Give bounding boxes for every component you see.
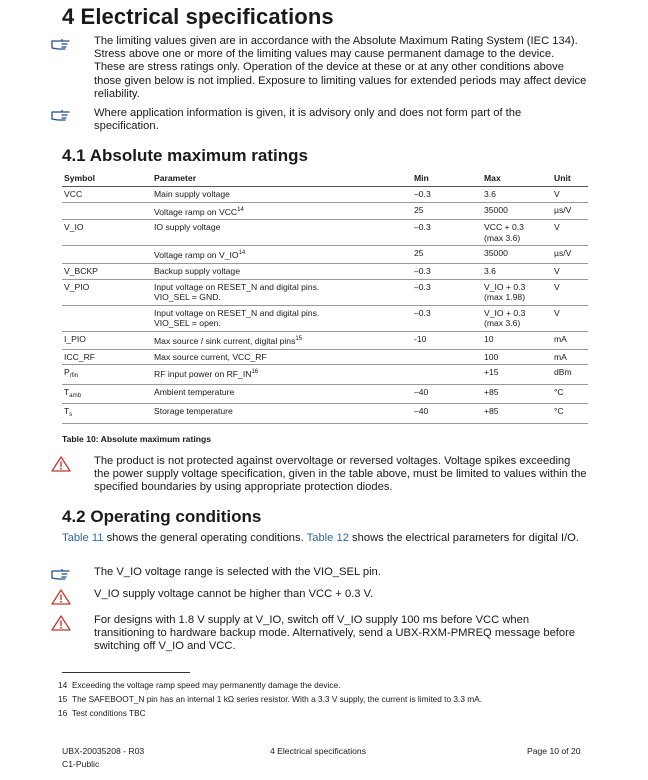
cell-min (412, 279, 482, 305)
cell-unit (552, 305, 588, 331)
min-value: –0.3 (414, 281, 431, 292)
cell-max (482, 187, 552, 203)
col-header-max: Max (482, 171, 552, 187)
table-row (62, 305, 588, 331)
cell-unit (552, 384, 588, 404)
cell-symbol (62, 263, 152, 279)
cell-symbol (62, 305, 152, 331)
min-value: -10 (414, 333, 427, 344)
note-application-info: Where application information is given, it is advisory only and does not form part of the specification. (94, 107, 522, 133)
max-value: V_IO + 0.3 (484, 281, 526, 292)
note-vio-range: The V_IO voltage range is selected with the VIO_SEL pin. (94, 566, 381, 578)
unit-text: V (554, 189, 560, 199)
col-header-symbol: Symbol (62, 171, 152, 187)
table-12-link[interactable]: Table 12 (306, 532, 349, 544)
unit-text: V (554, 281, 560, 292)
table-11-link[interactable]: Table 11 (62, 532, 104, 544)
col-header-unit: Unit (552, 171, 588, 187)
symbol-text: VCC (64, 189, 83, 199)
cell-symbol (62, 404, 152, 424)
parameter-condition: VIO_SEL = open. (154, 318, 221, 329)
cell-unit (552, 349, 588, 365)
cell-min (412, 187, 482, 203)
cell-unit (552, 220, 588, 246)
operating-intro-end: shows the electrical parameters for digital I/O. (348, 532, 579, 544)
unit-text: V (554, 222, 560, 233)
cell-parameter (152, 202, 412, 220)
unit-text: mA (554, 351, 567, 362)
section-heading-operating: 4.2 Operating conditions (62, 507, 262, 526)
cell-min (412, 202, 482, 220)
page-heading: 4 Electrical specifications (62, 4, 334, 29)
cell-min (412, 246, 482, 264)
footnote-divider (62, 672, 190, 673)
cell-unit (552, 187, 588, 203)
cell-symbol (62, 246, 152, 264)
cell-parameter (152, 279, 412, 305)
cell-max (482, 404, 552, 424)
parameter-text: IO supply voltage (154, 222, 221, 233)
symbol-text: V_PIO (64, 281, 90, 292)
cell-symbol (62, 187, 152, 203)
cell-parameter (152, 187, 412, 203)
unit-text: µs/V (554, 248, 572, 259)
cell-max (482, 246, 552, 264)
max-value: +85 (484, 406, 499, 417)
max-value-note: (max 3.6) (484, 232, 521, 243)
col-header-min: Min (412, 171, 482, 187)
cell-max (482, 263, 552, 279)
symbol-text: V_IO (64, 222, 84, 233)
symbol-text: V_BCKP (64, 265, 98, 276)
parameter-condition: VIO_SEL = GND. (154, 292, 221, 303)
cell-max (482, 384, 552, 404)
unit-text: V (554, 265, 560, 276)
cell-max (482, 220, 552, 246)
cell-parameter (152, 331, 412, 349)
parameter-text: Main supply voltage (154, 189, 230, 199)
parameter-text: Max source / sink current, digital pins (154, 335, 296, 346)
min-value: 25 (414, 204, 424, 215)
parameter-text: Ambient temperature (154, 386, 235, 397)
cell-unit (552, 246, 588, 264)
table-row (62, 202, 588, 220)
max-value: 3.6 (484, 189, 496, 199)
table-row (62, 404, 588, 424)
parameter-text: Voltage ramp on VCC (154, 206, 238, 217)
table-row (62, 246, 588, 264)
parameter-text: Voltage ramp on V_IO (154, 250, 239, 261)
footnote-ref: 14 (237, 206, 244, 213)
table-row (62, 384, 588, 404)
max-value: 35000 (484, 248, 508, 259)
cell-parameter (152, 220, 412, 246)
warning-overvoltage: The product is not protected against overvoltage or reversed voltages. Voltage spikes exceeding the power supply voltage specification, given in the table above, must be limited to values within the specified boundaries by using appropriate protection diodes. (94, 455, 587, 494)
pointing-hand-icon (50, 107, 72, 125)
symbol-text: ICC_RF (64, 351, 96, 362)
col-header-parameter: Parameter (152, 171, 412, 187)
max-value: 35000 (484, 204, 508, 215)
warning-triangle-icon (50, 588, 72, 606)
note-limiting-values: The limiting values given are in accordance with the Absolute Maximum Rating System (IEC 134). Stress above one or more of the limiting values may cause permanent damage to the device. These are stress ratings only. Operation of the device at these or at any other conditions above those given below is not implied. Exposure to limiting values for extended periods may affect device reliability. (94, 35, 587, 100)
operating-intro (62, 532, 588, 545)
table-row (62, 279, 588, 305)
unit-text: µs/V (554, 204, 572, 215)
cell-unit (552, 263, 588, 279)
parameter-text: Max source current, VCC_RF (154, 351, 267, 362)
table-body (62, 187, 588, 424)
max-value: 10 (484, 333, 494, 344)
table-row (62, 331, 588, 349)
cell-symbol (62, 331, 152, 349)
cell-min (412, 220, 482, 246)
min-value: –0.3 (414, 265, 431, 276)
table-header-row (62, 171, 588, 187)
cell-max (482, 305, 552, 331)
cell-unit (552, 404, 588, 424)
max-value: V_IO + 0.3 (484, 307, 526, 318)
unit-text: °C (554, 386, 564, 397)
cell-unit (552, 331, 588, 349)
parameter-text: Storage temperature (154, 406, 233, 417)
warning-triangle-icon (50, 455, 72, 473)
cell-parameter (152, 246, 412, 264)
table-row (62, 220, 588, 246)
cell-max (482, 365, 552, 385)
table-row (62, 365, 588, 385)
symbol-subscript: s (69, 412, 73, 419)
cell-parameter (152, 365, 412, 385)
max-value-note: (max 1.98) (484, 292, 526, 303)
footnote-16: 16 Test conditions TBC (58, 708, 146, 718)
cell-min (412, 384, 482, 404)
max-value: +85 (484, 386, 499, 397)
table-row (62, 263, 588, 279)
cell-max (482, 349, 552, 365)
footnote-14: 14 Exceeding the voltage ramp speed may permanently damage the device. (58, 680, 341, 690)
warning-designs-1v8: For designs with 1.8 V supply at V_IO, switch off V_IO supply 100 ms before VCC when transitioning to hardware backup mode. Alternatively, send a UBX-RXM-PMREQ message before switching off V_IO and VCC. (94, 614, 576, 653)
cell-min (412, 305, 482, 331)
cell-unit (552, 279, 588, 305)
operating-intro-mid: shows the general operating conditions. (103, 532, 307, 544)
cell-symbol (62, 365, 152, 385)
cell-min (412, 404, 482, 424)
cell-max (482, 279, 552, 305)
cell-symbol (62, 202, 152, 220)
max-value: 3.6 (484, 265, 496, 276)
unit-text: dBm (554, 367, 572, 378)
parameter-text: Backup supply voltage (154, 265, 240, 276)
cell-unit (552, 202, 588, 220)
max-value: 100 (484, 351, 499, 362)
pointing-hand-icon (50, 566, 72, 584)
cell-unit (552, 365, 588, 385)
cell-min (412, 349, 482, 365)
cell-parameter (152, 384, 412, 404)
min-value: –40 (414, 386, 429, 397)
cell-min (412, 331, 482, 349)
footnote-ref: 14 (238, 250, 246, 257)
parameter-text: Input voltage on RESET_N and digital pins. (154, 281, 320, 292)
cell-parameter (152, 263, 412, 279)
table-row (62, 187, 588, 203)
cell-parameter (152, 404, 412, 424)
footnote-ref: 16 (251, 369, 259, 376)
parameter-text: RF input power on RF_IN (154, 369, 252, 380)
symbol-subscript: amb (69, 392, 81, 399)
cell-parameter (152, 305, 412, 331)
min-value: –0.3 (414, 189, 431, 199)
cell-symbol (62, 384, 152, 404)
min-value: –40 (414, 406, 429, 417)
unit-text: mA (554, 333, 567, 344)
section-heading-abs-max: 4.1 Absolute maximum ratings (62, 146, 308, 165)
symbol-text: P (64, 367, 70, 378)
symbol-text: T (64, 386, 70, 397)
min-value: –0.3 (414, 222, 431, 233)
symbol-subscript: rfin (69, 373, 79, 380)
warning-vio-limit: V_IO supply voltage cannot be higher than VCC + 0.3 V. (94, 588, 374, 600)
symbol-text: T (64, 406, 70, 417)
cell-max (482, 202, 552, 220)
table-row (62, 349, 588, 365)
min-value: 25 (414, 248, 424, 259)
pointing-hand-icon (50, 36, 72, 54)
footnote-15: 15 The SAFEBOOT_N pin has an internal 1 kΩ series resistor. With a 3.3 V supply, the current is limited to 3.3 mA. (58, 694, 482, 704)
cell-min (412, 365, 482, 385)
table-caption: Table 10: Absolute maximum ratings (62, 434, 211, 444)
min-value: –0.3 (414, 307, 431, 318)
unit-text: °C (554, 406, 564, 417)
cell-symbol (62, 279, 152, 305)
cell-max (482, 331, 552, 349)
cell-min (412, 263, 482, 279)
unit-text: V (554, 307, 560, 318)
footer-page-number: Page 10 of 20 (527, 746, 581, 756)
max-value: +15 (484, 367, 499, 378)
warning-triangle-icon (50, 614, 72, 632)
max-value-note: (max 3.6) (484, 318, 521, 329)
cell-parameter (152, 349, 412, 365)
cell-symbol (62, 220, 152, 246)
footnote-ref: 15 (295, 335, 303, 342)
abs-max-ratings-table (62, 171, 588, 424)
footer-section: 4 Electrical specifications (270, 746, 367, 756)
footer-doc-id: UBX-20035208 - R03 (62, 746, 145, 756)
max-value: VCC + 0.3 (484, 222, 524, 233)
footer-classification: C1-Public (62, 759, 100, 769)
symbol-text: I_PIO (64, 333, 86, 344)
cell-symbol (62, 349, 152, 365)
parameter-text: Input voltage on RESET_N and digital pins. (154, 307, 320, 318)
